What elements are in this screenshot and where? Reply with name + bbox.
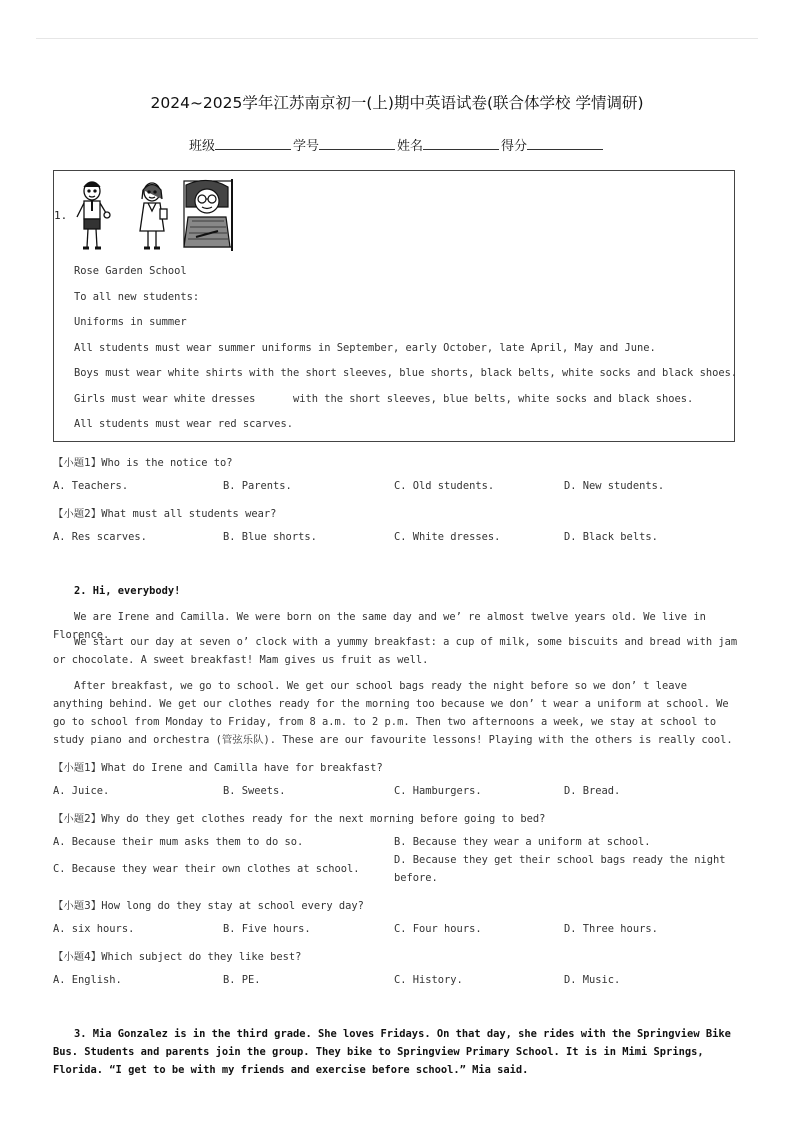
notice-line-2: To all new students: bbox=[74, 291, 200, 303]
q2-sub3-option-c[interactable]: C. Four hours. bbox=[394, 923, 482, 935]
q2-sub2-option-d[interactable]: D. Because they get their school bags ready the night before. bbox=[394, 854, 726, 884]
q2-sub2: 【小题2】Why do they get clothes ready for the next morning before going to bed? bbox=[53, 813, 546, 825]
q2-sub3: 【小题3】How long do they stay at school every day? bbox=[53, 900, 364, 912]
class-blank[interactable] bbox=[215, 137, 291, 150]
q2-paragraph-2: We start our day at seven o’ clock with a yummy breakfast: a cup of milk, some biscuits and bread with jam or chocolate. A sweet breakfast! Mam gives us fruit as well. bbox=[53, 636, 738, 666]
boy-figure bbox=[77, 182, 110, 248]
notice-line-7: All students must wear red scarves. bbox=[74, 418, 293, 430]
q2-sub4-option-d[interactable]: D. Music. bbox=[564, 974, 621, 986]
q2-sub3-option-d[interactable]: D. Three hours. bbox=[564, 923, 658, 935]
score-blank[interactable] bbox=[527, 137, 603, 150]
q1-sub2-option-c[interactable]: C. White dresses. bbox=[394, 531, 501, 543]
q2-sub1-option-d[interactable]: D. Bread. bbox=[564, 785, 621, 797]
student-id-label: 学号 bbox=[292, 139, 319, 154]
name-blank[interactable] bbox=[423, 137, 499, 150]
q2-sub4-option-a[interactable]: A. English. bbox=[53, 974, 122, 986]
notice-line-3: Uniforms in summer bbox=[74, 316, 187, 328]
class-label: 班级 bbox=[188, 139, 215, 154]
q1-sub1-option-c[interactable]: C. Old students. bbox=[394, 480, 495, 492]
q2-sub1-option-b[interactable]: B. Sweets. bbox=[223, 785, 286, 797]
q1-sub2-option-b[interactable]: B. Blue shorts. bbox=[223, 531, 317, 543]
top-divider bbox=[36, 38, 758, 39]
q2-sub1-option-a[interactable]: A. Juice. bbox=[53, 785, 110, 797]
q1-sub1-option-a[interactable]: A. Teachers. bbox=[53, 480, 129, 492]
score-label: 得分 bbox=[501, 139, 528, 154]
q2-sub3-option-b[interactable]: B. Five hours. bbox=[223, 923, 311, 935]
q2-sub1-option-c[interactable]: C. Hamburgers. bbox=[394, 785, 482, 797]
q2-sub2-option-a[interactable]: A. Because their mum asks them to do so. bbox=[53, 836, 304, 848]
q2-paragraph-3: After breakfast, we go to school. We get our school bags ready the night before so we don’ t leave anything behind. We get our clothes ready for the morning too because we don’ t wear a uniform at school. We go to school from Monday to Friday, from 8 a.m. to 2 p.m. Then two afternoons a week, we stay at school to study piano and orchestra (管弦乐队). These are our favourite lessons! Playing with the others is really cool. bbox=[53, 680, 733, 746]
q2-paragraph-1: We are Irene and Camilla. We were born on the same day and we’ re almost twelve years old. We live in Florence. bbox=[53, 611, 706, 641]
q1-sub1-option-d[interactable]: D. New students. bbox=[564, 480, 665, 492]
q2-sub2-option-c[interactable]: C. Because they wear their own clothes at school. bbox=[53, 863, 360, 875]
students-teacher-illustration bbox=[68, 177, 236, 255]
q2-sub3-option-a[interactable]: A. six hours. bbox=[53, 923, 135, 935]
notice-line-4: All students must wear summer uniforms in September, early October, late April, May and June. bbox=[74, 342, 656, 354]
q2-sub4-option-c[interactable]: C. History. bbox=[394, 974, 463, 986]
question-1-box bbox=[53, 170, 738, 442]
notice-line-1: Rose Garden School bbox=[74, 265, 187, 277]
student-id-blank[interactable] bbox=[319, 137, 395, 150]
question-3-text: 3. Mia Gonzalez is in the third grade. She loves Fridays. On that day, she rides with the Springview Bike Bus. Students and parents join the group. They bike to Springview Primary School. It is in Mimi Springs, Florida. “I get to be with my friends and exercise before school.” Mia said. bbox=[53, 1028, 731, 1076]
question-2-heading: 2. Hi, everybody! bbox=[74, 585, 181, 597]
student-info-row bbox=[0, 135, 794, 154]
q2-sub1: 【小题1】What do Irene and Camilla have for breakfast? bbox=[53, 762, 383, 774]
notice-line-6: Girls must wear white dresses with the short sleeves, blue belts, white socks and black shoes. bbox=[74, 393, 694, 405]
girl-figure bbox=[140, 183, 167, 248]
q2-sub4-option-b[interactable]: B. PE. bbox=[223, 974, 261, 986]
name-label: 姓名 bbox=[397, 139, 424, 154]
q1-sub2: 【小题2】What must all students wear? bbox=[53, 508, 277, 520]
q2-sub4: 【小题4】Which subject do they like best? bbox=[53, 951, 302, 963]
q1-sub1: 【小题1】Who is the notice to? bbox=[53, 457, 233, 469]
question-1-number: 1. bbox=[54, 209, 68, 222]
q1-sub2-option-d[interactable]: D. Black belts. bbox=[564, 531, 658, 543]
page-title: 2024~2025学年江苏南京初一(上)期中英语试卷(联合体学校 学情调研) bbox=[150, 94, 644, 112]
notice-line-5: Boys must wear white shirts with the short sleeves, blue shorts, black belts, white socks and black shoes. bbox=[74, 367, 738, 379]
q1-sub1-option-b[interactable]: B. Parents. bbox=[223, 480, 292, 492]
q2-sub2-option-b[interactable]: B. Because they wear a uniform at school. bbox=[394, 836, 651, 848]
q1-sub2-option-a[interactable]: A. Res scarves. bbox=[53, 531, 147, 543]
teacher-figure bbox=[184, 179, 232, 251]
